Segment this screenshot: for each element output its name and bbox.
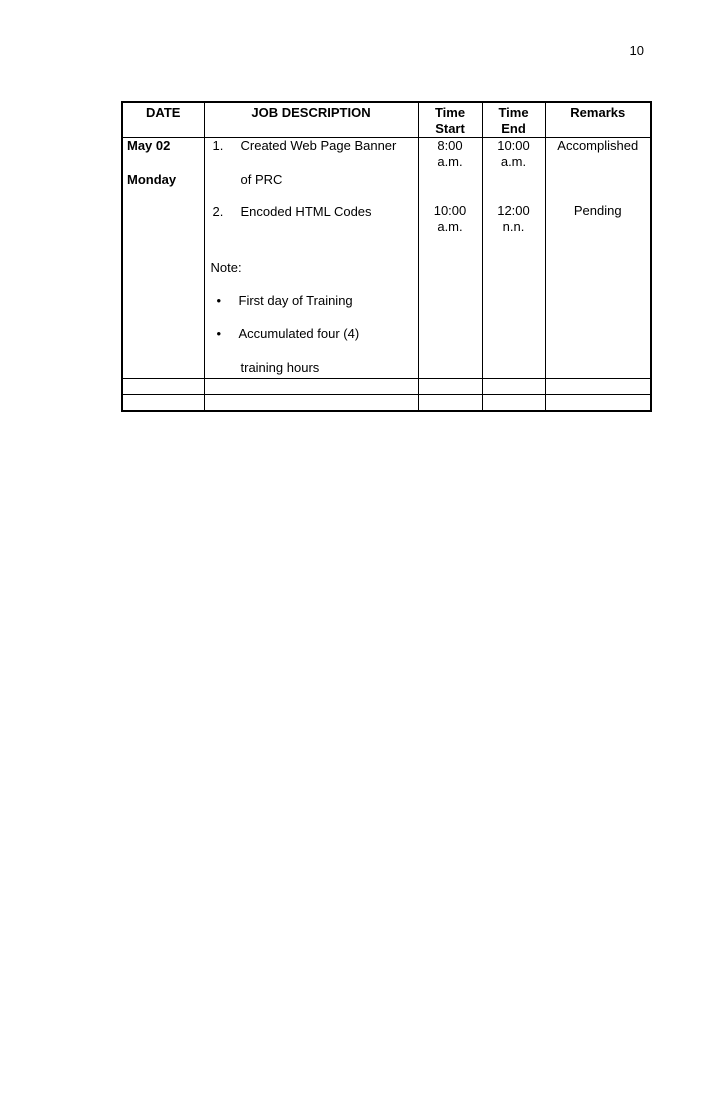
time-end-cell (482, 138, 545, 379)
note-item (211, 293, 418, 309)
header-time-start-line1: Time (434, 105, 466, 120)
header-time-start (418, 102, 482, 138)
time-end-period: a.m. (500, 154, 527, 169)
entry-day: Monday (127, 172, 177, 187)
table-row (122, 395, 651, 412)
bullet-icon: • (216, 293, 222, 308)
time-start-value: 10:00 (433, 203, 467, 218)
time-end-value: 10:00 (497, 138, 530, 153)
note-text: First day of Training (238, 293, 353, 308)
remarks-cell (545, 138, 651, 379)
task-number: 2. (212, 204, 224, 219)
table-row (122, 138, 651, 379)
header-job-description: JOB DESCRIPTION (204, 102, 418, 138)
note-continuation: training hours (240, 360, 320, 375)
bullet-icon: • (216, 326, 222, 341)
header-remarks: Remarks (545, 102, 651, 138)
task-text: Created Web Page Banner (240, 138, 397, 153)
task-continuation: of PRC (240, 172, 283, 187)
remarks-value: Accomplished (557, 138, 639, 153)
time-end-period: n.n. (502, 219, 525, 234)
header-time-start-line2: Start (435, 121, 465, 136)
header-time-end (482, 102, 545, 138)
note-item (211, 326, 418, 342)
remarks-value: Pending (573, 203, 622, 218)
training-log-table (121, 101, 652, 412)
table-row (122, 379, 651, 395)
table-header-row (122, 102, 651, 138)
time-start-value: 8:00 (437, 138, 463, 153)
time-end-value: 12:00 (497, 203, 530, 218)
time-start-period: a.m. (437, 219, 463, 234)
time-start-cell (418, 138, 482, 379)
task-text: Encoded HTML Codes (240, 204, 372, 219)
header-time-end-line2: End (501, 121, 526, 136)
job-description-cell (204, 138, 418, 379)
date-cell (122, 138, 204, 379)
note-text: Accumulated four (4) (238, 326, 360, 341)
task-item (211, 204, 418, 220)
header-date: DATE (122, 102, 204, 138)
task-number: 1. (212, 138, 224, 153)
note-label: Note: (210, 260, 242, 275)
page-number: 10 (629, 43, 644, 58)
task-item (211, 138, 418, 154)
header-time-end-line1: Time (498, 105, 529, 120)
entry-date: May 02 (127, 138, 171, 153)
time-start-period: a.m. (437, 154, 463, 169)
